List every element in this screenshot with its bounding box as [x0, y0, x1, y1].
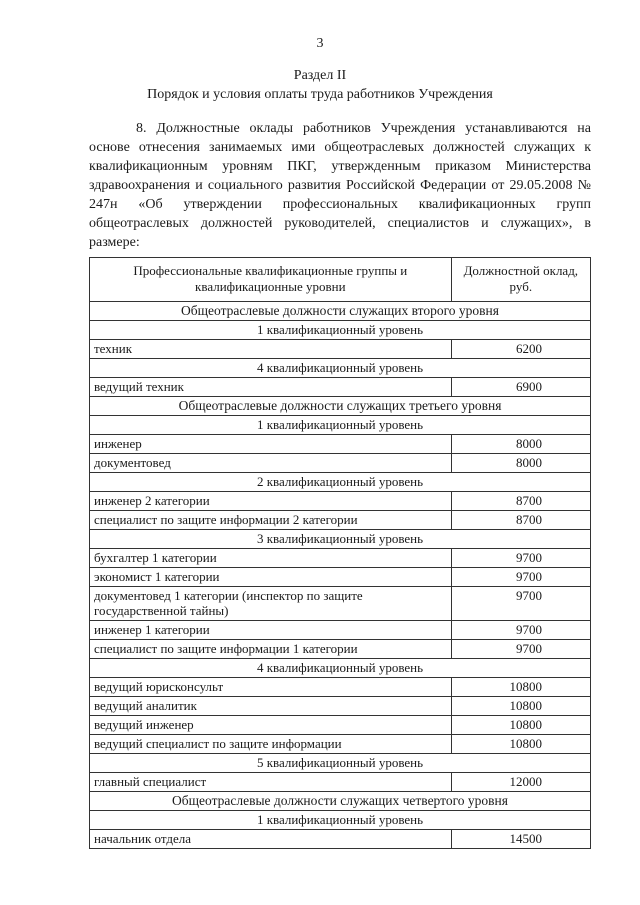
salary-value: 6200: [451, 340, 590, 359]
position-name: ведущий специалист по защите информации: [90, 735, 452, 754]
table-header-row: [90, 258, 591, 302]
table-body: [90, 302, 591, 849]
section-title: Раздел II: [293, 68, 347, 83]
salary-value: 10800: [451, 678, 590, 697]
salary-value: 8700: [451, 492, 590, 511]
group-row: [90, 397, 591, 416]
position-name: инженер: [90, 435, 452, 454]
position-name: документовед: [90, 454, 452, 473]
position-name: бухгалтер 1 категории: [90, 549, 452, 568]
level-title: 1 квалификационный уровень: [90, 416, 591, 435]
table-row: [90, 735, 591, 754]
salary-table: [89, 257, 591, 849]
level-row: [90, 473, 591, 492]
salary-value: 8000: [451, 454, 590, 473]
level-title: 2 квалификационный уровень: [90, 473, 591, 492]
level-title: 4 квалификационный уровень: [90, 359, 591, 378]
page-number: 3: [316, 36, 324, 51]
salary-value: 9700: [451, 587, 590, 621]
table-row: [90, 511, 591, 530]
level-title: 3 квалификационный уровень: [90, 530, 591, 549]
position-name: ведущий юрисконсульт: [90, 678, 452, 697]
group-title: Общеотраслевые должности служащих четвертого уровня: [90, 792, 591, 811]
table-row: [90, 378, 591, 397]
level-title: 5 квалификационный уровень: [90, 754, 591, 773]
position-name: специалист по защите информации 1 категории: [90, 640, 452, 659]
table-row: [90, 640, 591, 659]
table-row: [90, 568, 591, 587]
salary-value: 9700: [451, 568, 590, 587]
salary-value: 10800: [451, 716, 590, 735]
position-name: ведущий аналитик: [90, 697, 452, 716]
salary-value: 12000: [451, 773, 590, 792]
salary-value: 10800: [451, 697, 590, 716]
table-row: [90, 492, 591, 511]
level-row: [90, 416, 591, 435]
level-row: [90, 359, 591, 378]
table-row: [90, 773, 591, 792]
level-title: 1 квалификационный уровень: [90, 321, 591, 340]
level-row: [90, 754, 591, 773]
header-qualification-groups: Профессиональные квалификационные группы и квалификационные уровни: [90, 258, 452, 302]
body-paragraph: 8. Должностные оклады работников Учреждения устанавливаются на основе отнесения занимаемых ими общеотраслевых должностей служащих к квалификационным уровням ПКГ, утвержденным приказом Министерства здравоохранения и социального развития Российской Федерации от 29.05.2008 № 247н «Об утверждении профессиональных квалификационных групп общеотраслевых должностей руководителей, специалистов и служащих», в размере:: [89, 121, 591, 250]
table-row: [90, 587, 591, 621]
position-name: начальник отдела: [90, 830, 452, 849]
table-row: [90, 830, 591, 849]
salary-value: 8000: [451, 435, 590, 454]
position-name: специалист по защите информации 2 категории: [90, 511, 452, 530]
level-row: [90, 321, 591, 340]
table-row: [90, 435, 591, 454]
level-row: [90, 659, 591, 678]
position-name: экономист 1 категории: [90, 568, 452, 587]
group-row: [90, 792, 591, 811]
salary-value: 9700: [451, 549, 590, 568]
salary-value: 14500: [451, 830, 590, 849]
group-title: Общеотраслевые должности служащих третьего уровня: [90, 397, 591, 416]
table-row: [90, 340, 591, 359]
position-name: инженер 2 категории: [90, 492, 452, 511]
table-row: [90, 716, 591, 735]
position-name: главный специалист: [90, 773, 452, 792]
level-title: 1 квалификационный уровень: [90, 811, 591, 830]
salary-value: 9700: [451, 621, 590, 640]
level-row: [90, 811, 591, 830]
section-heading: [0, 66, 640, 104]
position-name: техник: [90, 340, 452, 359]
table-row: [90, 697, 591, 716]
group-row: [90, 302, 591, 321]
salary-value: 6900: [451, 378, 590, 397]
position-name: ведущий инженер: [90, 716, 452, 735]
position-name: документовед 1 категории (инспектор по защите государственной тайны): [90, 587, 452, 621]
group-title: Общеотраслевые должности служащих второго уровня: [90, 302, 591, 321]
table-row: [90, 621, 591, 640]
salary-value: 9700: [451, 640, 590, 659]
header-salary: Должностной оклад, руб.: [451, 258, 590, 302]
position-name: ведущий техник: [90, 378, 452, 397]
level-title: 4 квалификационный уровень: [90, 659, 591, 678]
section-subtitle: Порядок и условия оплаты труда работников Учреждения: [147, 87, 493, 102]
table-row: [90, 454, 591, 473]
table-row: [90, 678, 591, 697]
salary-value: 8700: [451, 511, 590, 530]
position-name: инженер 1 категории: [90, 621, 452, 640]
level-row: [90, 530, 591, 549]
salary-value: 10800: [451, 735, 590, 754]
table-row: [90, 549, 591, 568]
